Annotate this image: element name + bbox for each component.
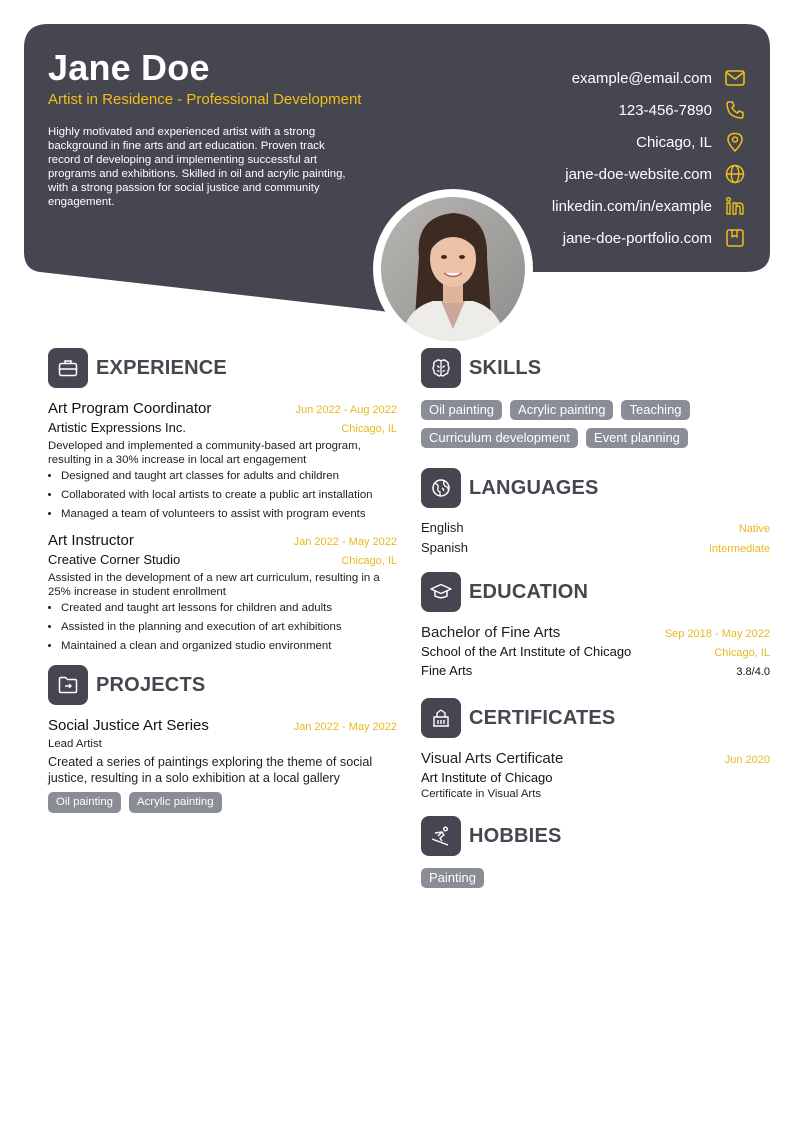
certificates-header (421, 698, 770, 738)
certificate-name: Visual Arts Certificate (421, 750, 564, 767)
folder-icon (48, 665, 88, 705)
profile-photo (381, 197, 525, 341)
contact-phone[interactable] (416, 94, 746, 126)
contact-email[interactable] (416, 62, 746, 94)
job-title: Art Program Coordinator (48, 400, 212, 417)
language-name: Spanish (421, 540, 468, 555)
project-description: Created a series of paintings exploring the theme of social justice, resulting in a solo exhibition at a local gallery (48, 755, 373, 785)
hobbies-header (421, 816, 770, 856)
profile-summary: Highly motivated and experienced artist with a strong background in fine arts and art education. Proven track record of developing and implementing successful art programs and exhibitions. Skilled in oil and acrylic painting, with a strong passion for social justice and community engagement. (48, 126, 346, 208)
skills-section (421, 348, 770, 448)
location-pin-icon (724, 131, 746, 153)
contact-email-text[interactable]: example@email.com (571, 69, 712, 87)
skill-tag: Oil painting (421, 400, 502, 420)
education-header (421, 572, 770, 612)
contact-website-text[interactable]: jane-doe-website.com (565, 165, 712, 183)
linkedin-icon (724, 195, 746, 217)
experience-title: EXPERIENCE (96, 356, 227, 379)
job-bullets (48, 470, 397, 522)
job-location: Chicago, IL (341, 554, 397, 567)
skill-tag: Teaching (621, 400, 689, 420)
job-company: Artistic Expressions Inc. (48, 420, 186, 435)
education-degree: Bachelor of Fine Arts (421, 624, 561, 641)
languages-title: LANGUAGES (469, 476, 599, 499)
graduation-cap-icon (421, 572, 461, 612)
language-name: English (421, 520, 464, 535)
project-tag: Acrylic painting (129, 792, 222, 813)
phone-icon (724, 99, 746, 121)
project-dates: Jan 2022 - May 2022 (293, 721, 397, 733)
skill-tag: Acrylic painting (510, 400, 613, 420)
left-column (48, 348, 397, 823)
globe-icon (421, 468, 461, 508)
language-level: Native (738, 523, 770, 535)
skill-tag: Curriculum development (421, 428, 578, 448)
candidate-name: Jane Doe (48, 47, 210, 88)
contact-linkedin-text[interactable]: linkedin.com/in/example (551, 197, 712, 215)
language-row (421, 520, 770, 540)
portfolio-icon (724, 227, 746, 249)
contact-phone-text[interactable]: 123-456-7890 (618, 101, 712, 119)
projects-header (48, 665, 397, 705)
hobby-tags (421, 868, 770, 888)
education-dates: Sep 2018 - May 2022 (664, 628, 770, 640)
job-company: Creative Corner Studio (48, 551, 181, 567)
job-bullet: • Assisted in the planning and execution of art exhibitions (61, 621, 397, 635)
contact-location-text: Chicago, IL (636, 133, 712, 151)
job-bullet: • Maintained a clean and organized studio environment (61, 640, 397, 654)
languages-header (421, 468, 770, 508)
job-bullets (48, 602, 397, 654)
education-location: Chicago, IL (714, 647, 770, 659)
certificate-date: Jun 2020 (724, 754, 770, 766)
education-section (421, 572, 770, 678)
skills-tags (421, 400, 770, 448)
job-description: Assisted in the development of a new art curriculum, resulting in a 25% increase in student enrollment (48, 571, 380, 598)
skill-tag: Event planning (586, 428, 688, 448)
project-tag: Oil painting (48, 792, 121, 813)
hobby-tag: Painting (421, 868, 484, 888)
briefcase-icon (48, 348, 88, 388)
experience-entry (48, 532, 397, 654)
language-row (421, 540, 770, 560)
project-title: Social Justice Art Series (48, 717, 209, 734)
experience-entry (48, 400, 397, 522)
language-level: Intermediate (708, 543, 770, 555)
job-title: Art Instructor (48, 531, 134, 549)
contact-portfolio-text[interactable]: jane-doe-portfolio.com (562, 229, 712, 247)
job-bullet: • Managed a team of volunteers to assist with program events (61, 508, 397, 522)
project-entry (48, 717, 397, 813)
certificate-issuer: Art Institute of Chicago (421, 770, 553, 785)
job-bullet: • Created and taught art lessons for children and adults (61, 602, 397, 616)
projects-title: PROJECTS (96, 673, 206, 696)
skills-header (421, 348, 770, 388)
job-bullet: • Collaborated with local artists to create a public art installation (61, 489, 397, 503)
skiing-icon (421, 816, 461, 856)
contact-location (416, 126, 746, 158)
institution-icon (421, 698, 461, 738)
brain-icon (421, 348, 461, 388)
education-gpa: 3.8/4.0 (736, 666, 770, 678)
job-description: Developed and implemented a community-based art program, resulting in a 30% increase in local art engagement (48, 440, 361, 466)
globe-icon (724, 163, 746, 185)
hobbies-title: HOBBIES (469, 824, 562, 847)
languages-section (421, 468, 770, 560)
experience-header (48, 348, 397, 388)
projects-section (48, 665, 397, 813)
certificates-title: CERTIFICATES (469, 706, 616, 729)
project-tags (48, 792, 397, 813)
right-column (421, 348, 770, 888)
project-role: Lead Artist (48, 738, 102, 750)
skills-title: SKILLS (469, 356, 542, 379)
job-bullet: • Designed and taught art classes for adults and children (61, 470, 397, 484)
mail-icon (724, 67, 746, 89)
profile-photo-frame (373, 189, 533, 349)
job-location: Chicago, IL (341, 423, 397, 435)
certificates-section (421, 698, 770, 800)
education-field: Fine Arts (421, 663, 473, 678)
hobbies-section (421, 816, 770, 888)
certificate-detail: Certificate in Visual Arts (421, 788, 542, 800)
education-title: EDUCATION (469, 580, 589, 603)
contact-website[interactable] (416, 158, 746, 190)
job-dates: Jun 2022 - Aug 2022 (295, 404, 397, 416)
job-dates: Jan 2022 - May 2022 (293, 535, 397, 548)
candidate-role: Artist in Residence - Professional Development (48, 91, 362, 108)
education-school: School of the Art Institute of Chicago (421, 644, 632, 659)
experience-section (48, 348, 397, 653)
